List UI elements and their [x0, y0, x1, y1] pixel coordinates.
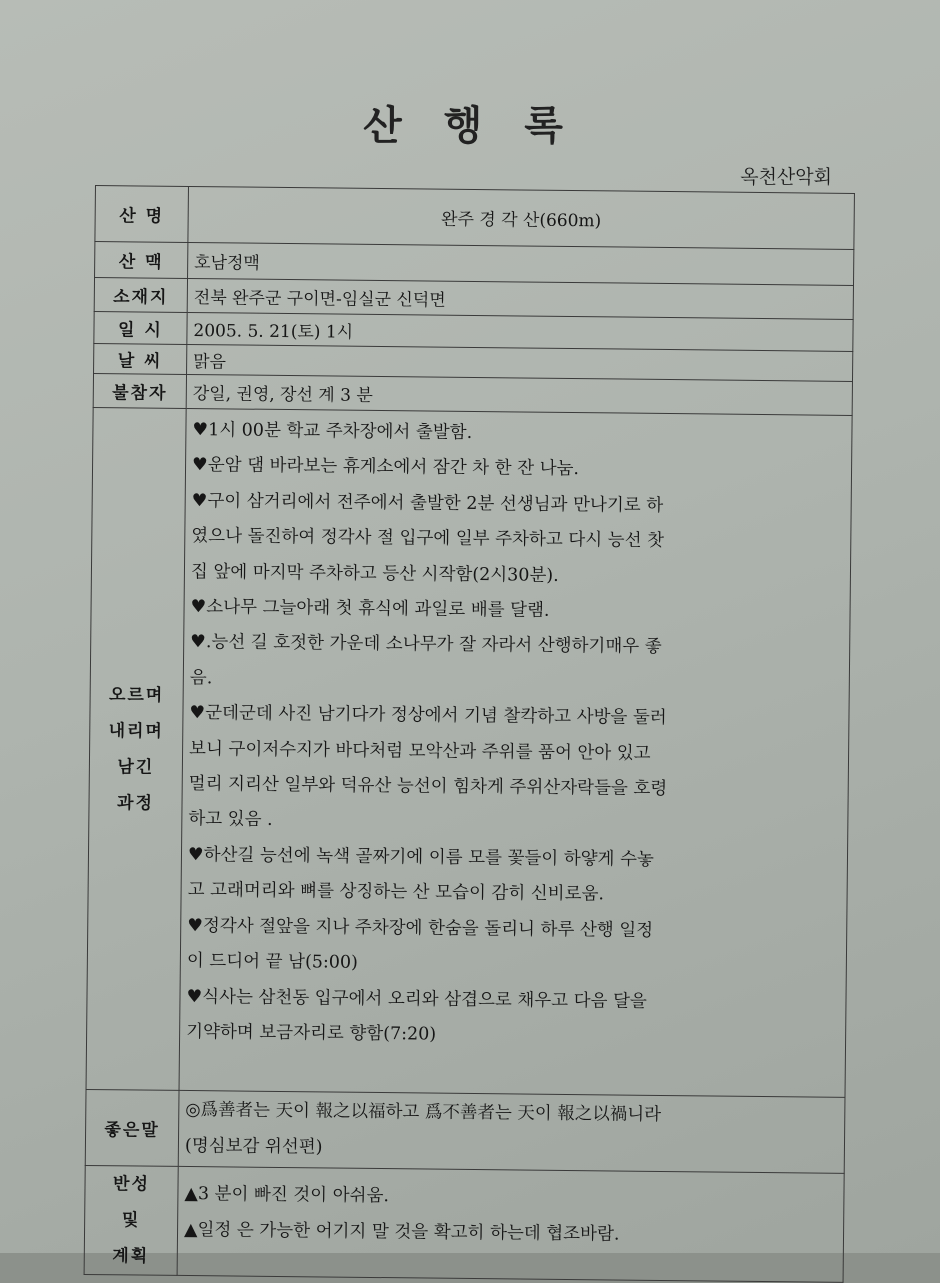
value-location: 전북 완주군 구이면-임실군 신덕면 [187, 278, 853, 319]
process-line: 였으나 돌진하여 정각사 절 입구에 일부 주차하고 다시 능선 찻 [191, 526, 665, 552]
label-mountain-name: 산 명 [95, 186, 189, 243]
label-weather: 날 씨 [94, 343, 187, 374]
process-line: ♥1시 00분 학교 주차장에서 출발함. [192, 420, 473, 443]
saying-line: (명심보감 위선편) [184, 1135, 323, 1158]
process-line: ♥정각사 절앞을 지나 주차장에 한숨을 돌리니 하루 산행 일정 [187, 915, 654, 941]
label-location: 소재지 [94, 278, 187, 313]
reflection-text [177, 1167, 844, 1283]
row-reflection [84, 1166, 844, 1283]
process-line: ♥구이 삼거리에서 전주에서 출발한 2분 선생님과 만나기로 하 [191, 490, 664, 516]
hiking-log-table [84, 185, 855, 1283]
label-reflection [84, 1166, 178, 1276]
organization-name: 옥천산악회 [740, 166, 832, 188]
value-weather: 맑음 [187, 344, 853, 381]
document-title: 산 행 록 [363, 102, 577, 149]
process-label-line: 과정 [116, 792, 155, 814]
process-line: ♥식사는 삼천동 입구에서 오리와 삼겹으로 채우고 다음 달을 [186, 986, 647, 1012]
label-date: 일 시 [94, 311, 187, 344]
process-line: ♥.능선 길 호젓한 가운데 소나무가 잘 자라서 산행하기매우 좋 [190, 632, 662, 658]
reflection-label-line: 계획 [112, 1246, 150, 1267]
process-label-line: 남긴 [117, 756, 155, 778]
value-range: 호남정맥 [188, 242, 854, 285]
process-line: ♥소나무 그늘아래 첫 휴식에 과일로 배를 달램. [190, 597, 550, 621]
process-label-line: 내리며 [108, 720, 165, 742]
saying-line: ◎爲善者는 天이 報之以福하고 爲不善者는 天이 報之以禍니라 [185, 1100, 662, 1126]
row-mountain-name [95, 186, 855, 250]
process-line: 기약하며 보금자리로 향함(7:20) [186, 1021, 437, 1045]
process-line: 고 고래머리와 뼈를 상징하는 산 모습이 감히 신비로움. [187, 880, 605, 905]
process-text [179, 408, 852, 1097]
reflection-line: ▲일정 은 가능한 어기지 말 것을 확고히 하는데 협조바람. [183, 1219, 620, 1245]
label-process [86, 407, 186, 1090]
process-line: ♥하산길 능선에 녹색 골짜기에 이름 모를 꽃들이 하얗게 수놓 [187, 844, 654, 870]
process-line: 음. [189, 667, 213, 689]
reflection-label-line: 및 [121, 1210, 141, 1231]
process-line: 하고 있음 . [188, 809, 273, 831]
value-mountain-name: 완주 경 각 산(660m) [188, 186, 855, 249]
reflection-line: ▲3 분이 빠진 것이 아쉬움. [184, 1184, 390, 1207]
reflection-label-line: 반성 [112, 1174, 151, 1195]
process-line: 멀리 지리산 일부와 덕유산 능선이 힘차게 주위산자락들을 호령 [188, 774, 668, 800]
process-label-line: 오르며 [108, 684, 165, 706]
value-absentees: 강일, 권영, 장선 계 3 분 [186, 374, 852, 415]
process-line: ♥운암 댐 바라보는 휴게소에서 잠간 차 한 잔 나눔. [191, 455, 580, 480]
label-range: 산 맥 [95, 242, 188, 279]
value-date: 2005. 5. 21(토) 1시 [187, 312, 853, 351]
label-absentees: 불참자 [93, 373, 186, 408]
label-saying: 좋은말 [85, 1090, 179, 1167]
process-line: 집 앞에 마지막 주차하고 등산 시작함(2시30분). [190, 561, 559, 586]
process-line: ♥군데군데 사진 남기다가 정상에서 기념 찰칵하고 사방을 둘러 [189, 703, 667, 729]
process-line: 보니 구이저수지가 바다처럼 모악산과 주위를 품어 안아 있고 [188, 738, 651, 764]
row-saying [85, 1090, 845, 1174]
process-line: 이 드디어 끝 남(5:00) [186, 951, 359, 973]
saying-text [178, 1091, 845, 1174]
row-process [86, 407, 852, 1097]
